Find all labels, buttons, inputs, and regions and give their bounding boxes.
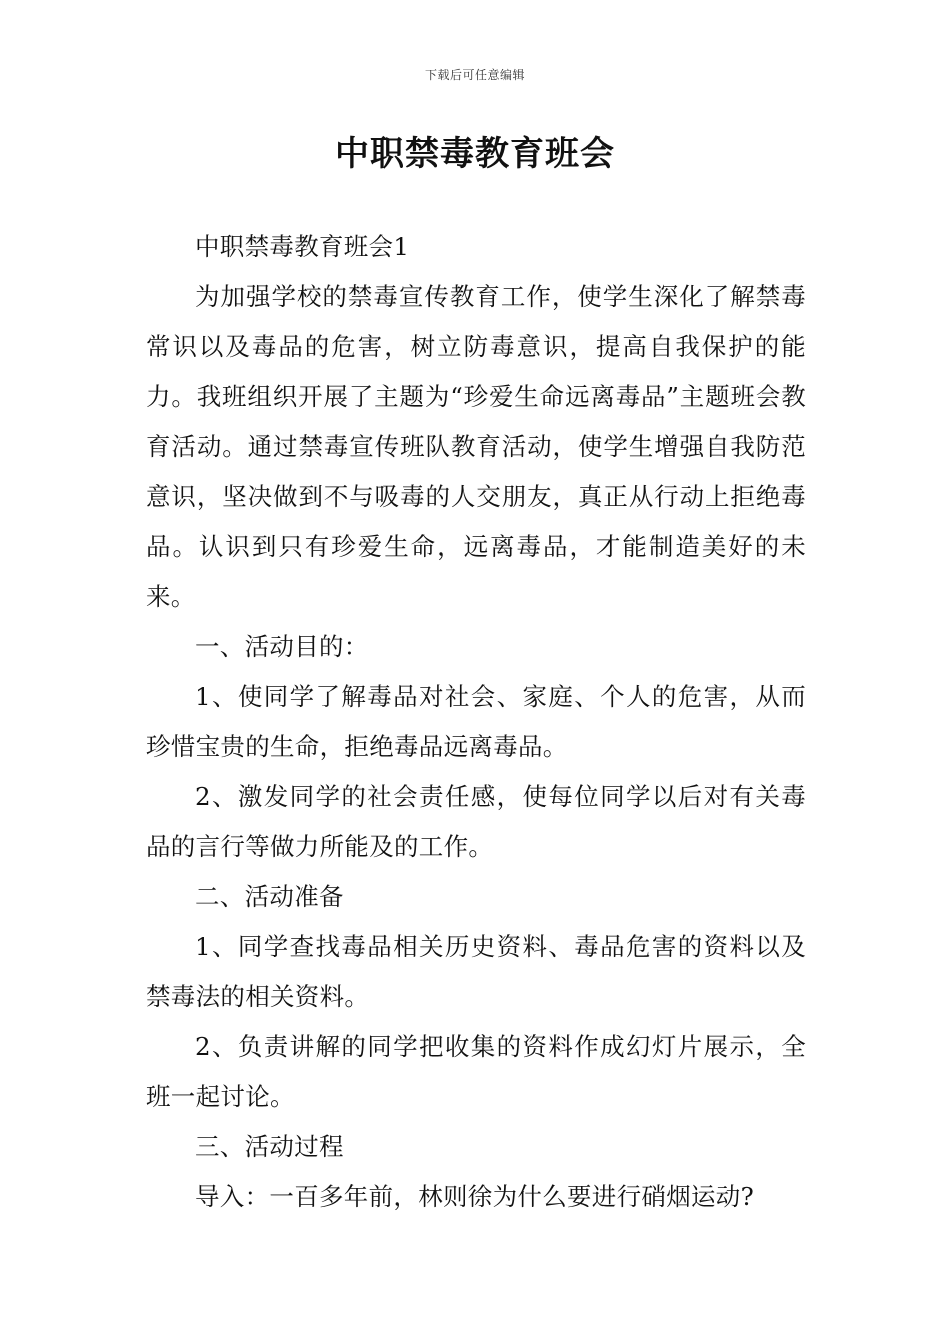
paragraph-preparation-2: 2、负责讲解的同学把收集的资料作成幻灯片展示，全班一起讨论。 — [146, 1032, 806, 1111]
header-note: 下载后可任意编辑 — [424, 68, 525, 82]
paragraph-purpose-2: 2、激发同学的社会责任感，使每位同学以后对有关毒品的言行等做力所能及的工作。 — [146, 782, 806, 861]
section-heading-purpose: 一、活动目的： — [195, 632, 369, 661]
paragraph-subtitle: 中职禁毒教育班会1 — [195, 232, 410, 261]
paragraph-process-intro: 导入：一百多年前，林则徐为什么要进行硝烟运动? — [195, 1182, 755, 1211]
paragraph-intro: 为加强学校的禁毒宣传教育工作，使学生深化了解禁毒常识以及毒品的危害，树立防毒意识，提高自我保护的能力。我班组织开展了主题为“珍爱生命远离毒品”主题班会教育活动。通过禁毒宣传班队教育活动，使学生增强自我防范意识，坚决做到不与吸毒的人交朋友，真正从行动上拒绝毒品。认识到只有珍爱生命，远离毒品，才能制造美好的未来。 — [146, 282, 806, 611]
paragraph-preparation-1: 1、同学查找毒品相关历史资料、毒品危害的资料以及禁毒法的相关资料。 — [146, 932, 806, 1011]
section-heading-process: 三、活动过程 — [195, 1132, 344, 1161]
paragraph-purpose-1: 1、使同学了解毒品对社会、家庭、个人的危害，从而珍惜宝贵的生命，拒绝毒品远离毒品。 — [146, 682, 806, 761]
section-heading-preparation: 二、活动准备 — [195, 882, 344, 911]
document-title: 中职禁毒教育班会 — [335, 134, 615, 174]
document-body — [146, 222, 806, 1222]
